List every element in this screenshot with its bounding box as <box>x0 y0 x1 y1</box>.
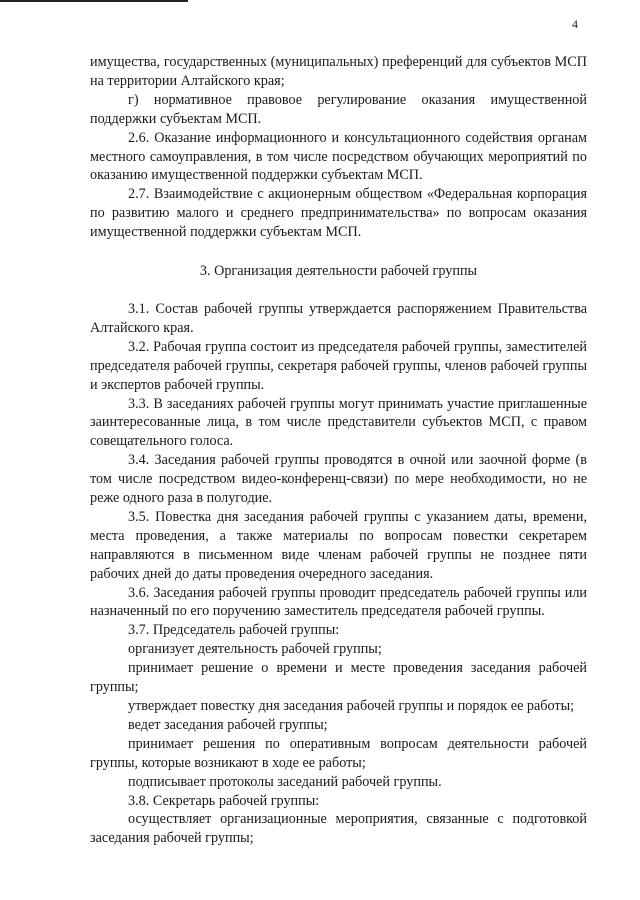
paragraph: подписывает протоколы заседаний рабочей группы. <box>128 773 442 790</box>
paragraph: 3.4. Заседания рабочей группы проводятся в очной или заочной форме (в том числе посредством видео-конференц-связи) по мере необходимости, но не реже одного раза в полугодие. <box>90 452 587 507</box>
paragraph: организует деятельность рабочей группы; <box>128 641 382 658</box>
paragraph: 3.1. Состав рабочей группы утверждается распоряжением Правительства Алтайского края. <box>90 300 587 336</box>
paragraph: принимает решения по оперативным вопросам деятельности рабочей группы, которые возникают в ходе ее работы; <box>90 735 587 771</box>
paragraph: принимает решение о времени и месте проведения заседания рабочей группы; <box>90 660 587 696</box>
paragraph: ведет заседания рабочей группы; <box>128 716 328 733</box>
document-body <box>90 53 587 848</box>
section-heading: 3. Организация деятельности рабочей группы <box>199 263 478 280</box>
paragraph: 3.5. Повестка дня заседания рабочей группы с указанием даты, времени, места проведения, а также материалы по вопросам повестки секретарем направляются в письменном виде членам рабочей группы не позднее пяти рабочих дней до даты проведения очередного заседания. <box>90 508 587 582</box>
paragraph: утверждает повестку дня заседания рабочей группы и порядок ее работы; <box>128 698 575 714</box>
paragraph: 3.8. Секретарь рабочей группы: <box>128 792 320 809</box>
paragraph: 3.3. В заседаниях рабочей группы могут принимать участие приглашенные заинтересованные лица, в том числе представители субъектов МСП, с правом совещательного голоса. <box>90 395 587 450</box>
paragraph: 2.7. Взаимодействие с акционерным обществом «Федеральная корпорация по развитию малого и среднего предпринимательства» по вопросам оказания имущественной поддержки субъектам МСП. <box>90 186 587 241</box>
paragraph: 3.6. Заседания рабочей группы проводит председатель рабочей группы или назначенный по его поручению заместитель председателя рабочей группы. <box>90 584 587 620</box>
paragraph: осуществляет организационные мероприятия, связанные с подготовкой заседания рабочей группы; <box>90 811 587 847</box>
page-number: 4 <box>572 17 578 31</box>
paragraph: имущества, государственных (муниципальных) преференций для субъектов МСП на территории Алтайского края; <box>90 54 587 89</box>
paragraph: 2.6. Оказание информационного и консультационного содействия органам местного самоуправления, в том числе посредством обучающих мероприятий по оказанию имущественной поддержки субъектам МСП. <box>90 129 587 184</box>
paragraph: г) нормативное правовое регулирование оказания имущественной поддержки субъектам МСП. <box>90 91 587 127</box>
top-rule <box>0 0 188 2</box>
paragraph: 3.2. Рабочая группа состоит из председателя рабочей группы, заместителей председателя рабочей группы, секретаря рабочей группы, членов рабочей группы и экспертов рабочей группы. <box>90 338 587 393</box>
paragraph: 3.7. Председатель рабочей группы: <box>128 622 340 639</box>
